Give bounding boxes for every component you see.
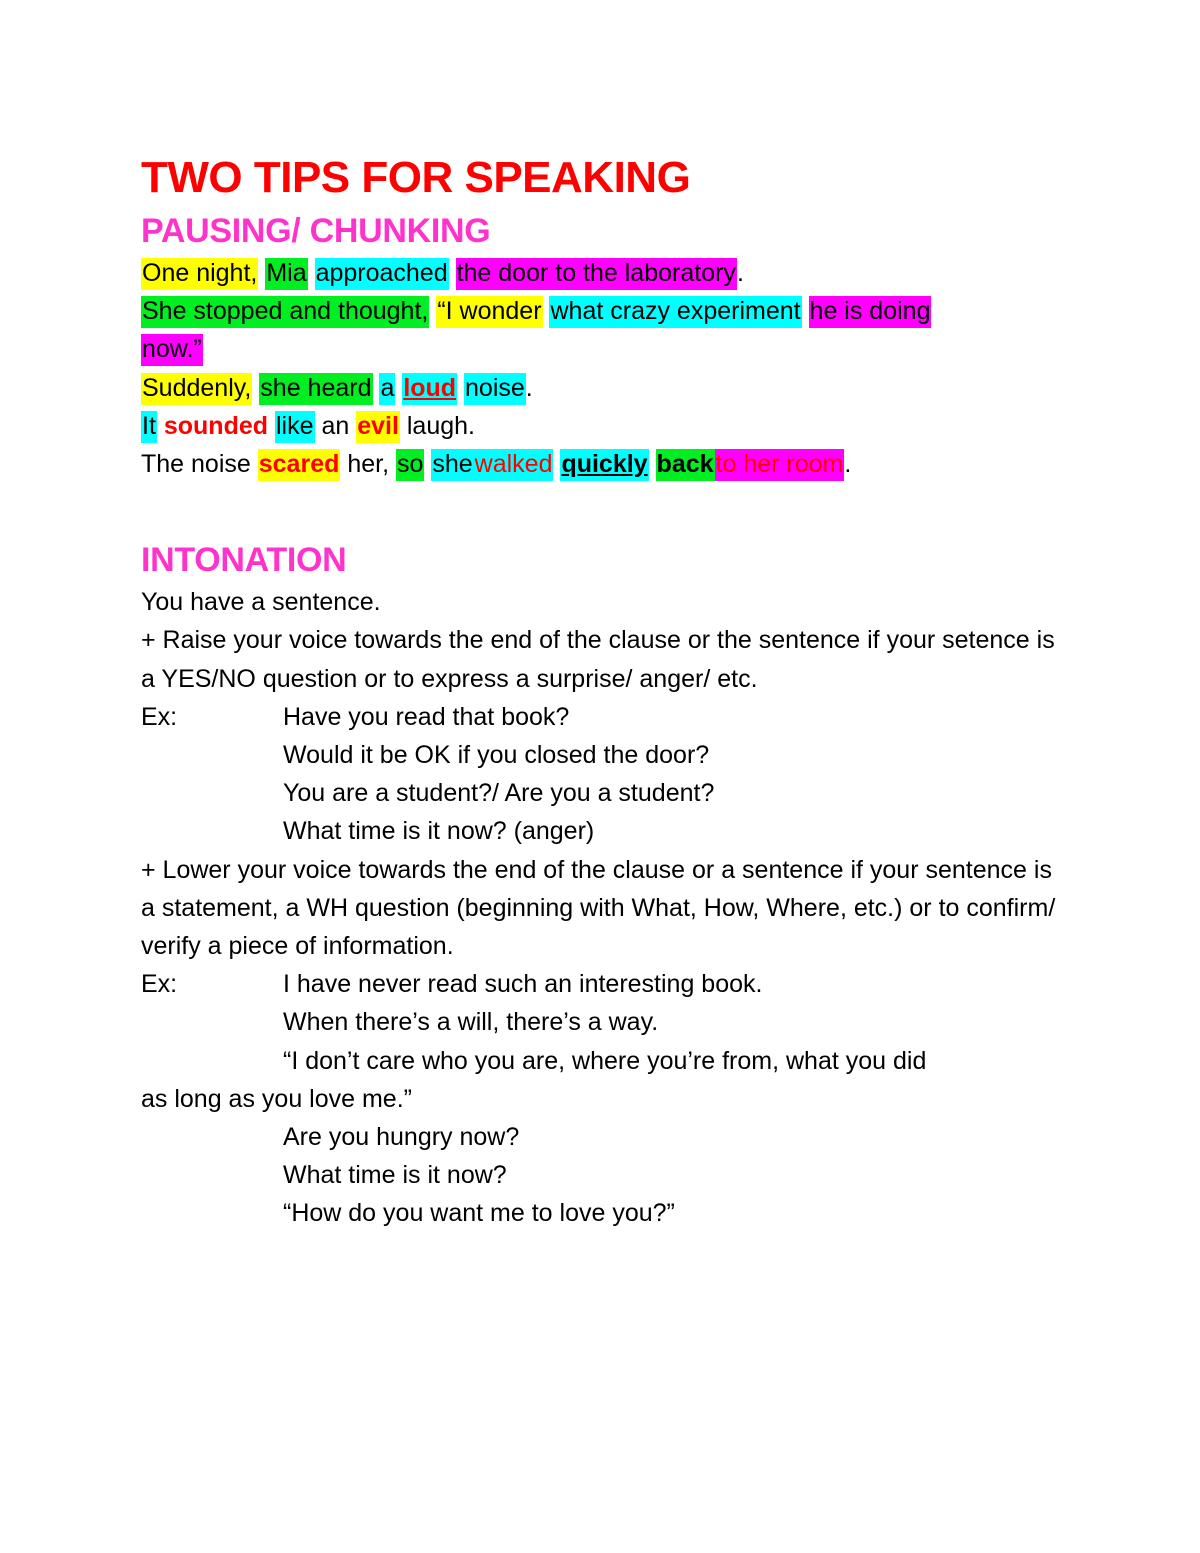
lower-example: I have never read such an interesting book. bbox=[283, 970, 763, 999]
chunk: Mia bbox=[265, 258, 307, 290]
pausing-sentence-1 bbox=[141, 254, 1101, 292]
example-label: Ex: bbox=[141, 970, 178, 999]
chunk: approached bbox=[315, 258, 449, 290]
intonation-intro: You have a sentence. bbox=[141, 588, 381, 617]
stressed-word: quickly bbox=[560, 449, 648, 481]
lower-example: Are you hungry now? bbox=[283, 1123, 520, 1152]
raise-example: Have you read that book? bbox=[283, 702, 570, 731]
stressed-word: scared bbox=[258, 449, 341, 481]
raise-rule: + Raise your voice towards the end of the clause or the sentence if your setence is a YES/NO question or to express a surprise/ anger/ etc. bbox=[141, 626, 1055, 693]
section-spacer bbox=[141, 483, 1101, 537]
stressed-word: evil bbox=[356, 411, 400, 443]
chunk: Suddenly, bbox=[141, 373, 252, 405]
document-title: TWO TIPS FOR SPEAKING bbox=[141, 153, 691, 202]
stressed-word: loud bbox=[402, 373, 457, 405]
plain-word: her, bbox=[347, 450, 390, 479]
plain-word: laugh. bbox=[406, 411, 475, 440]
example-label: Ex: bbox=[141, 702, 178, 731]
chunk: She stopped and thought, bbox=[141, 296, 429, 328]
chunk: like bbox=[275, 411, 315, 443]
chunk: One night, bbox=[141, 258, 258, 290]
chunk: what crazy experiment bbox=[549, 296, 801, 328]
document-page bbox=[141, 150, 1101, 1233]
lower-example: When there’s a will, there’s a way. bbox=[283, 1008, 659, 1037]
lower-example-row bbox=[141, 965, 1101, 1003]
chunk: the door to the laboratory bbox=[456, 258, 737, 290]
chunk: so bbox=[396, 449, 424, 481]
pausing-sentence-5 bbox=[141, 445, 1101, 483]
plain-word: The noise bbox=[141, 450, 251, 479]
chunk: now.” bbox=[141, 334, 203, 366]
stressed-word: back bbox=[656, 449, 715, 481]
pausing-sentence-4 bbox=[141, 407, 1101, 445]
chunk: “I wonder bbox=[436, 296, 542, 328]
punctuation: . bbox=[525, 373, 533, 402]
chunk: It bbox=[141, 411, 157, 443]
lower-example: “How do you want me to love you?” bbox=[283, 1199, 675, 1228]
chunk: she bbox=[431, 449, 473, 481]
plain-word: an bbox=[321, 411, 350, 440]
chunk: noise bbox=[464, 373, 526, 405]
raise-example: What time is it now? (anger) bbox=[283, 817, 595, 846]
chunk: to her room bbox=[715, 449, 845, 481]
punctuation: . bbox=[844, 450, 852, 479]
pausing-heading: PAUSING/ CHUNKING bbox=[141, 212, 491, 250]
raise-example: You are a student?/ Are you a student? bbox=[283, 779, 715, 808]
stressed-word: sounded bbox=[163, 411, 269, 440]
lower-example-cont: as long as you love me.” bbox=[141, 1084, 412, 1113]
chunk: he is doing bbox=[809, 296, 932, 328]
lower-example: “I don’t care who you are, where you’re from, what you did bbox=[283, 1046, 927, 1075]
raise-example-row bbox=[141, 698, 1101, 736]
pausing-sentence-2 bbox=[141, 292, 1101, 330]
stressed-word: walked bbox=[474, 449, 554, 481]
raise-example: Would it be OK if you closed the door? bbox=[283, 741, 710, 770]
punctuation: . bbox=[736, 259, 744, 287]
chunk: she heard bbox=[259, 373, 372, 405]
pausing-sentence-3 bbox=[141, 369, 1101, 407]
intonation-heading: INTONATION bbox=[141, 541, 347, 580]
pausing-sentence-2-cont bbox=[141, 330, 1101, 368]
lower-rule: + Lower your voice towards the end of the clause or a sentence if your sentence is a statement, a WH question (beginning with What, How, Where, etc.) or to confirm/ verify a piece of information. bbox=[141, 855, 1056, 961]
chunk: a bbox=[379, 373, 395, 405]
lower-example: What time is it now? bbox=[283, 1161, 507, 1190]
